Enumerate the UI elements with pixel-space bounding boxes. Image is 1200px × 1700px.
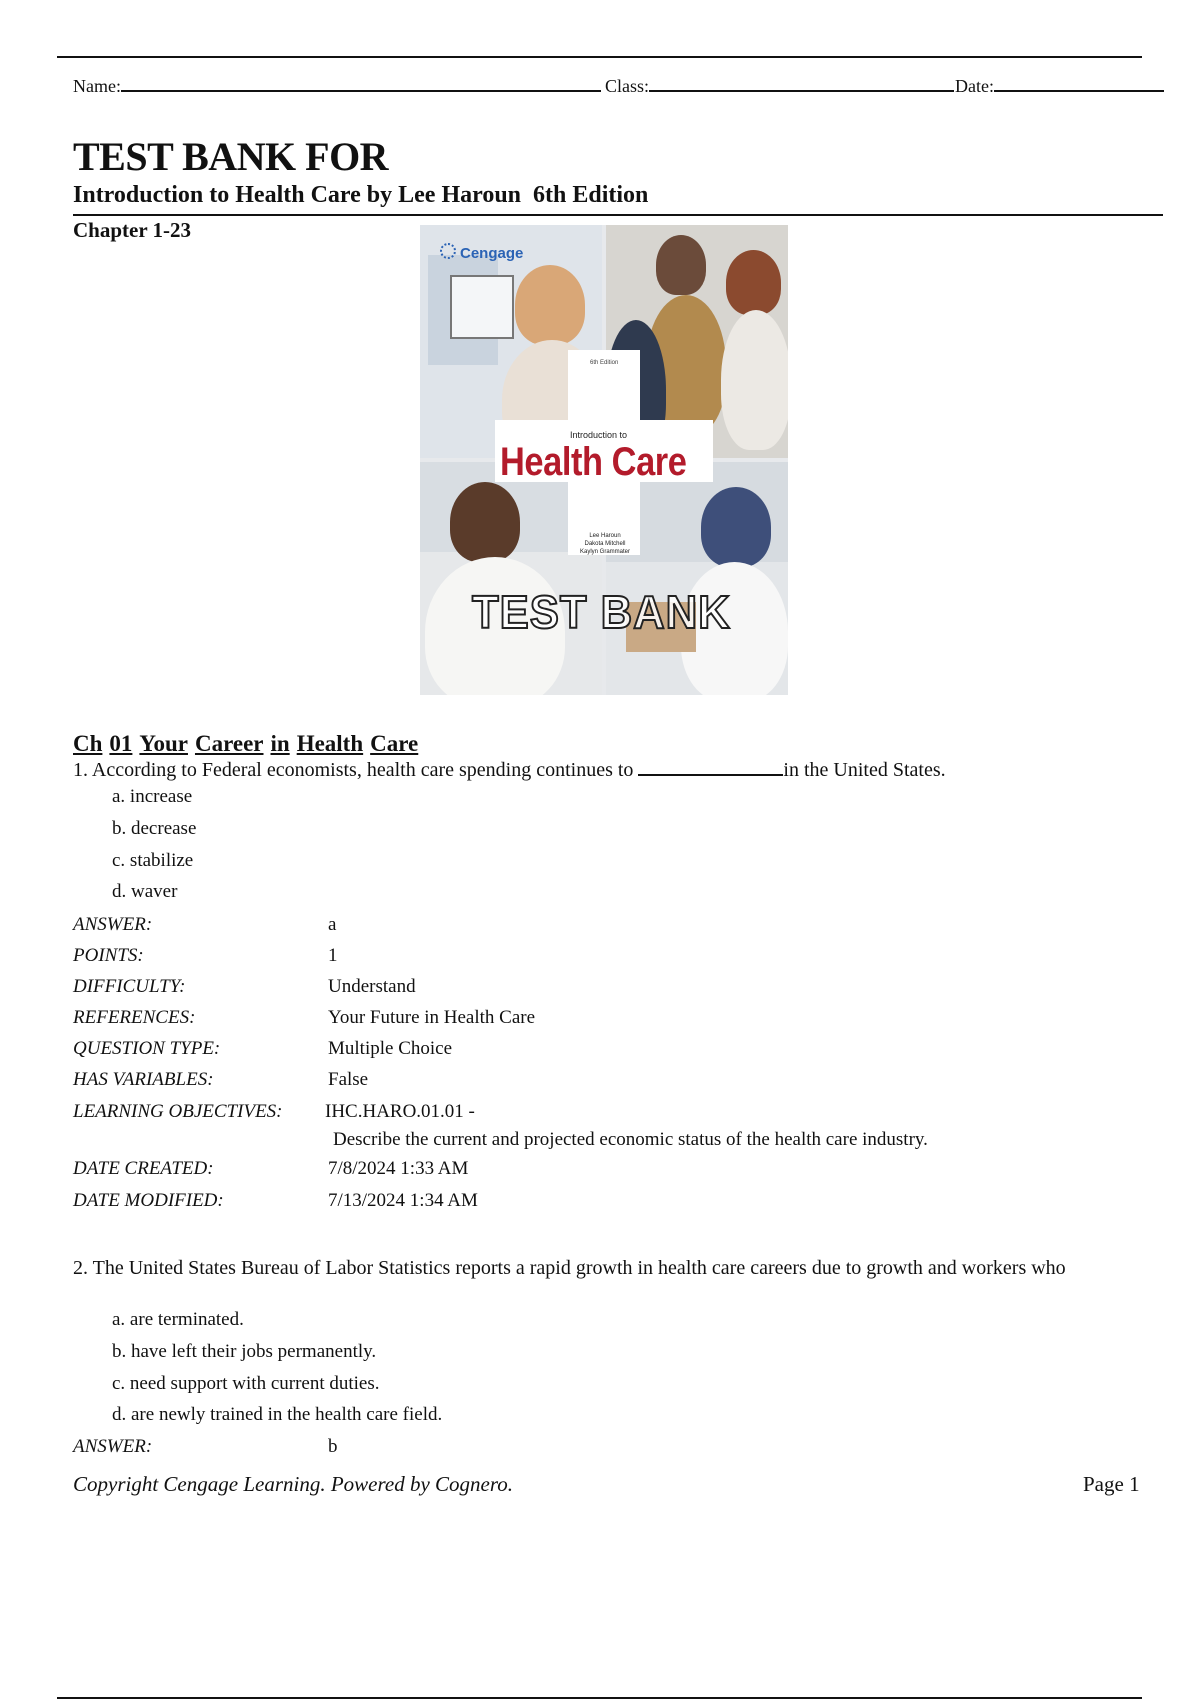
class-field[interactable] bbox=[605, 74, 954, 97]
question-1-option[interactable]: d. waver bbox=[112, 881, 178, 902]
date-label: Date: bbox=[955, 76, 994, 96]
meta-label: QUESTION TYPE: bbox=[73, 1038, 221, 1059]
cover-edition: 6th Edition bbox=[590, 360, 619, 366]
meta-label: DATE MODIFIED: bbox=[73, 1190, 224, 1211]
meta-label: ANSWER: bbox=[73, 1436, 153, 1457]
cengage-logo: Cengage bbox=[440, 243, 523, 262]
question-2-option[interactable]: d. are newly trained in the health care field. bbox=[112, 1404, 443, 1425]
test-bank-watermark: TEST BANK bbox=[472, 586, 731, 638]
chapter-heading-word: Ch bbox=[73, 731, 103, 756]
cover-intro-text: Introduction to bbox=[570, 430, 628, 440]
class-label: Class: bbox=[605, 76, 650, 96]
question-1-option[interactable]: a. increase bbox=[112, 786, 193, 807]
book-cover-image bbox=[420, 225, 788, 695]
name-label: Name: bbox=[73, 76, 121, 96]
question-2-text: 2. The United States Bureau of Labor Statistics reports a rapid growth in health care careers due to growth and workers who bbox=[73, 1257, 1066, 1279]
question-1-blank bbox=[638, 758, 783, 776]
name-field[interactable] bbox=[73, 74, 601, 97]
page-number: Page 1 bbox=[1083, 1472, 1140, 1496]
cover-author: Kaylyn Grammater bbox=[579, 549, 630, 555]
question-1-option[interactable]: b. decrease bbox=[112, 818, 197, 839]
meta-value: False bbox=[328, 1069, 369, 1090]
meta-label: DATE CREATED: bbox=[73, 1158, 214, 1179]
chapter-heading bbox=[73, 731, 425, 757]
bottom-rule bbox=[57, 1697, 1142, 1699]
chapter-heading-word: Health bbox=[296, 731, 364, 756]
meta-value: Multiple Choice bbox=[328, 1038, 453, 1059]
document-subtitle: Introduction to Health Care by Lee Haroun 6th Edition bbox=[73, 182, 649, 208]
title-rule bbox=[73, 214, 1163, 216]
document-title: TEST BANK FOR bbox=[73, 134, 389, 179]
chapter-heading-word: 01 bbox=[109, 731, 133, 756]
date-blank[interactable] bbox=[994, 74, 1164, 92]
objective-description: Describe the current and projected economic status of the health care industry. bbox=[333, 1129, 928, 1150]
cover-authors bbox=[570, 532, 640, 556]
question-2-option[interactable]: a. are terminated. bbox=[112, 1309, 244, 1330]
meta-value: Understand bbox=[328, 976, 416, 997]
class-blank[interactable] bbox=[649, 74, 954, 92]
meta-label: POINTS: bbox=[73, 945, 144, 966]
chapter-heading-word: Your bbox=[139, 731, 188, 756]
meta-value: IHC.HARO.01.01 - bbox=[325, 1101, 475, 1122]
meta-label: REFERENCES: bbox=[73, 1007, 196, 1028]
meta-label: HAS VARIABLES: bbox=[73, 1069, 214, 1090]
meta-label: LEARNING OBJECTIVES: bbox=[73, 1101, 283, 1122]
meta-value: a bbox=[328, 914, 337, 935]
footer-copyright: Copyright Cengage Learning. Powered by Cognero. bbox=[73, 1472, 513, 1496]
date-field[interactable] bbox=[955, 74, 1164, 97]
meta-value: b bbox=[328, 1436, 338, 1457]
meta-value: Your Future in Health Care bbox=[328, 1007, 536, 1028]
meta-value: 7/8/2024 1:33 AM bbox=[328, 1158, 469, 1179]
cover-author: Dakota Mitchell bbox=[584, 541, 626, 547]
cover-author: Lee Haroun bbox=[589, 533, 621, 539]
meta-value: 1 bbox=[328, 945, 338, 966]
question-2-option[interactable]: b. have left their jobs permanently. bbox=[112, 1341, 377, 1362]
chapter-heading-word: in bbox=[270, 731, 290, 756]
cover-title: Health Care bbox=[500, 440, 687, 484]
meta-label: DIFFICULTY: bbox=[73, 976, 186, 997]
name-blank[interactable] bbox=[121, 74, 601, 92]
question-1-option[interactable]: c. stabilize bbox=[112, 850, 194, 871]
meta-value: 7/13/2024 1:34 AM bbox=[328, 1190, 478, 1211]
question-1-text: 1. According to Federal economists, health care spending continues to in the United States. bbox=[73, 759, 946, 781]
question-2-option[interactable]: c. need support with current duties. bbox=[112, 1373, 380, 1394]
chapter-heading-word: Career bbox=[194, 731, 264, 756]
chapter-range: Chapter 1-23 bbox=[73, 218, 192, 242]
cengage-mark-icon bbox=[440, 243, 456, 259]
top-rule bbox=[57, 56, 1142, 58]
chapter-heading-word: Care bbox=[370, 731, 419, 756]
meta-label: ANSWER: bbox=[73, 914, 153, 935]
